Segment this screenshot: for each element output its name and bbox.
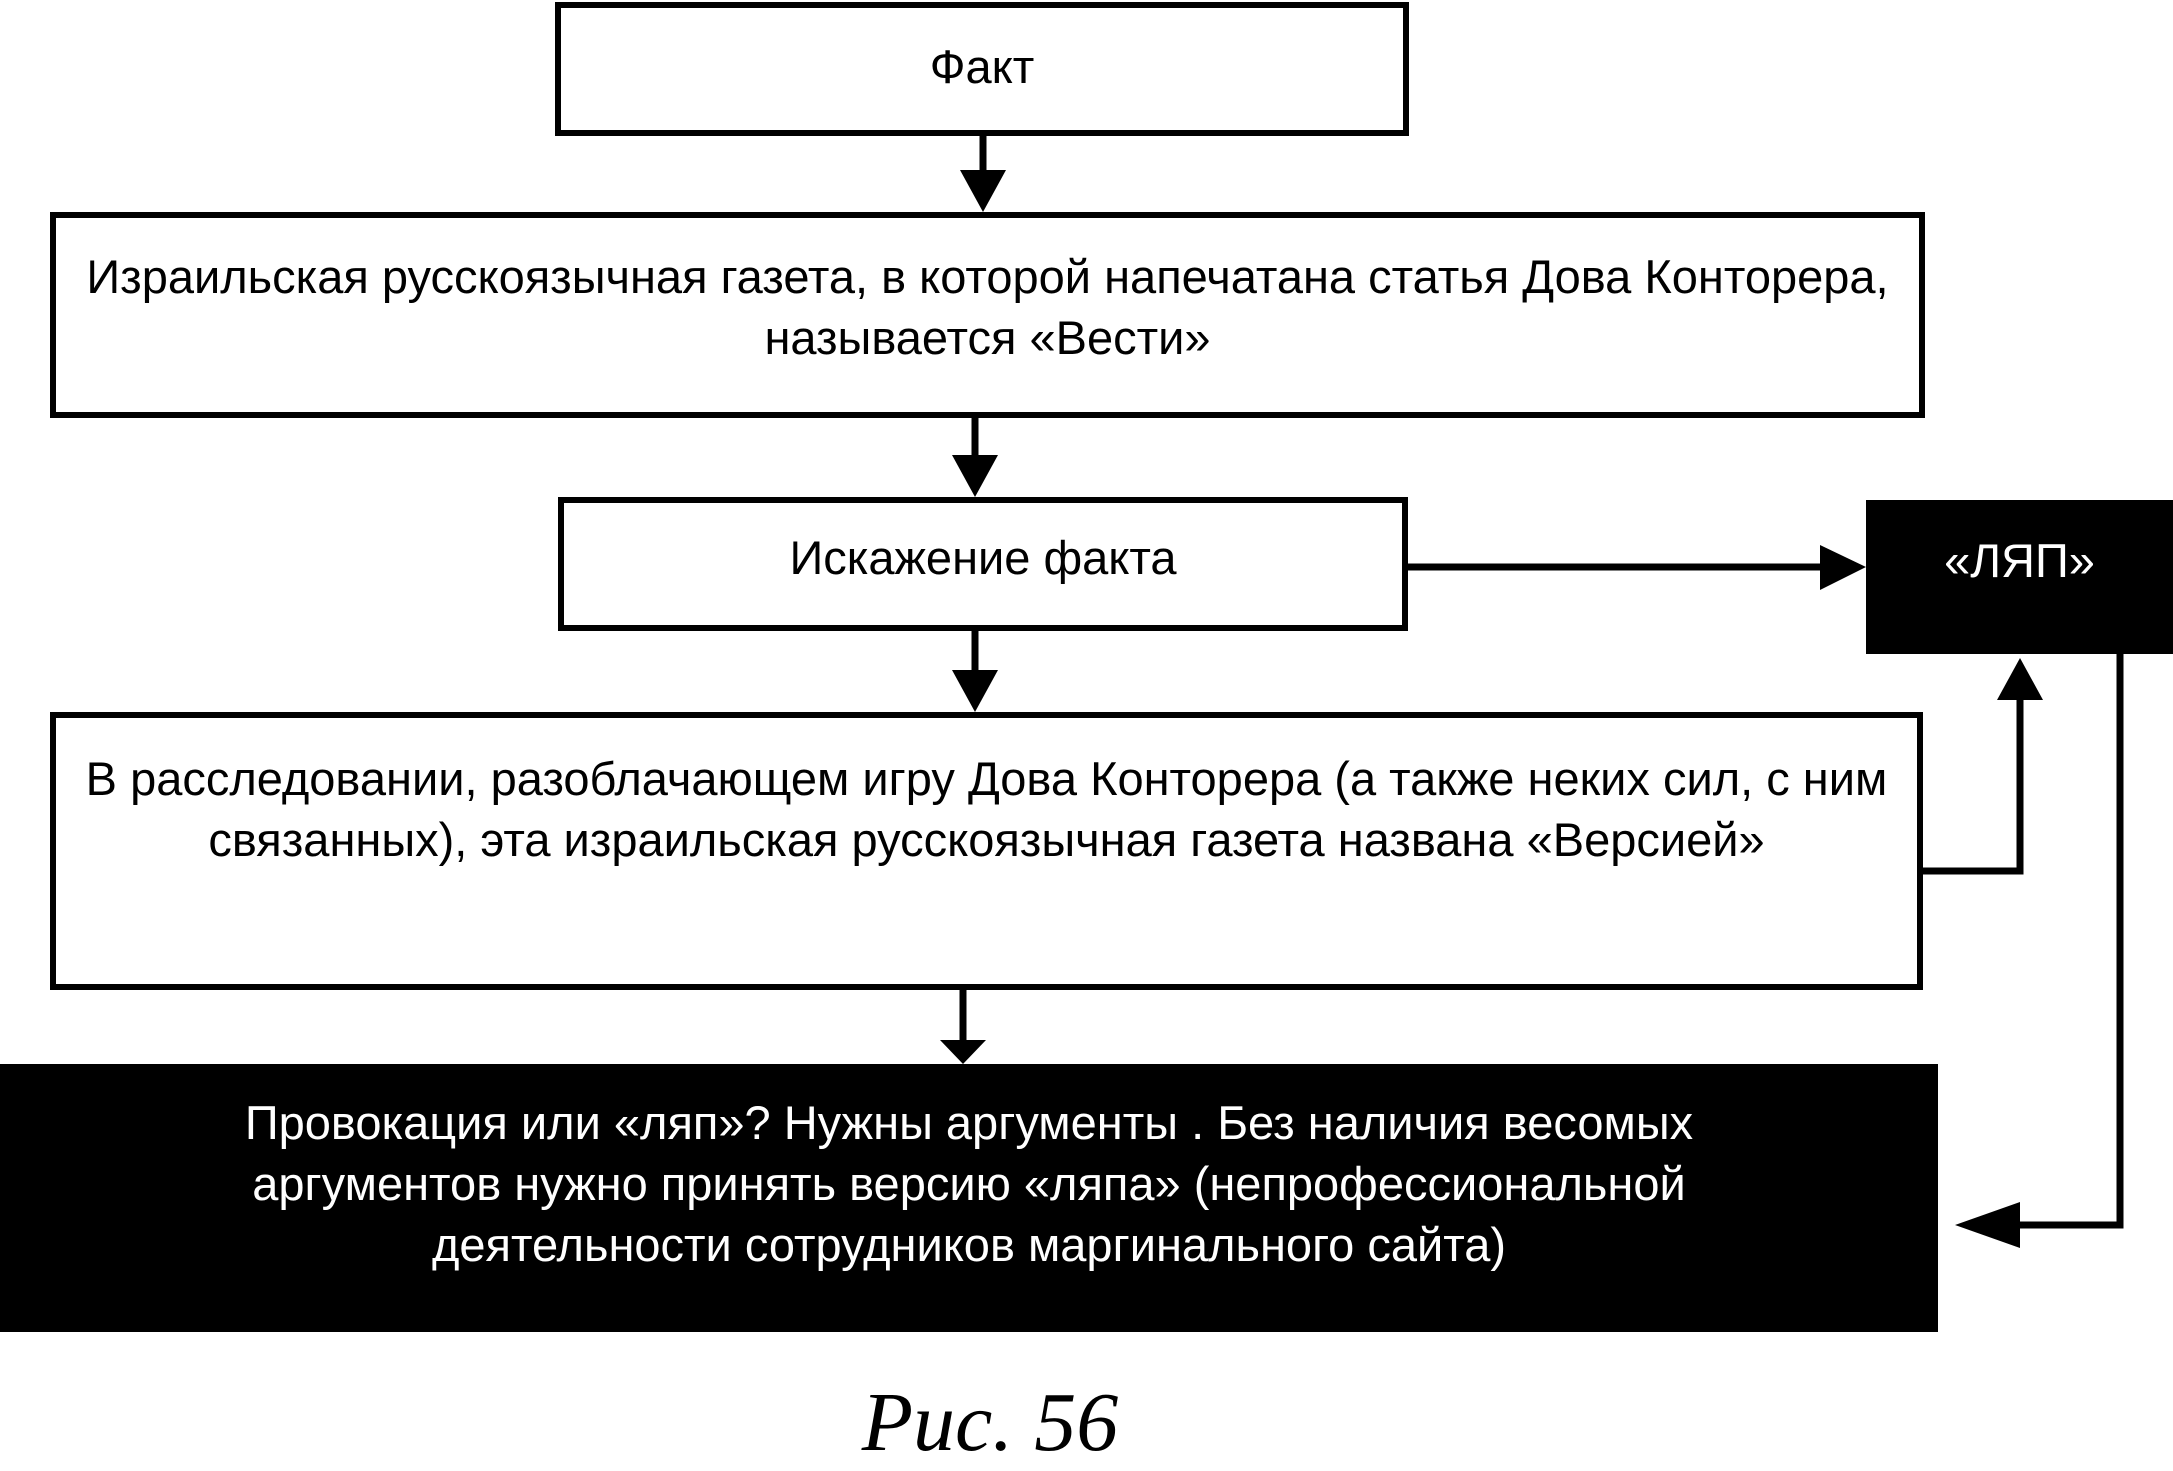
node-distortion <box>558 497 1408 631</box>
node-distortion-label: Искажение факта <box>789 531 1177 584</box>
arrow-investigation-to-lyap <box>1920 700 2020 871</box>
arrowhead-lyap-left <box>1820 545 1866 590</box>
arrow-lyap-to-conclusion <box>2010 650 2120 1225</box>
node-investigation-label: В расследовании, разоблачающем игру Дова Конторера (а также неких сил, с ним связанных), эта израильская русскоязычная газета названа «Версией» <box>85 752 1888 866</box>
node-fact-label: Факт <box>929 40 1035 93</box>
node-lyap <box>1866 500 2173 654</box>
node-lyap-label: «ЛЯП» <box>1944 534 2095 587</box>
arrowhead-conclusion-right <box>1955 1202 2020 1248</box>
node-conclusion <box>0 1064 1938 1332</box>
arrowhead-distortion <box>952 455 998 497</box>
node-conclusion-label: Провокация или «ляп»? Нужны аргументы . Без наличия весомых аргументов нужно принять версию «ляпа» (непрофессиональной деятельности сотрудников маргинального сайта) <box>244 1096 1694 1271</box>
node-newspaper <box>50 212 1925 418</box>
arrowhead-investigation <box>952 670 998 712</box>
figure-caption: Рис. 56 <box>861 1376 1119 1469</box>
node-fact <box>555 2 1409 136</box>
node-newspaper-label: Израильская русскоязычная газета, в которой напечатана статья Дова Конторера, называется «Вести» <box>86 250 1889 364</box>
node-investigation <box>50 712 1923 990</box>
arrowhead-lyap-bottom <box>1997 658 2043 700</box>
arrowhead-conclusion <box>940 1040 986 1064</box>
arrowhead-newspaper <box>960 170 1006 212</box>
